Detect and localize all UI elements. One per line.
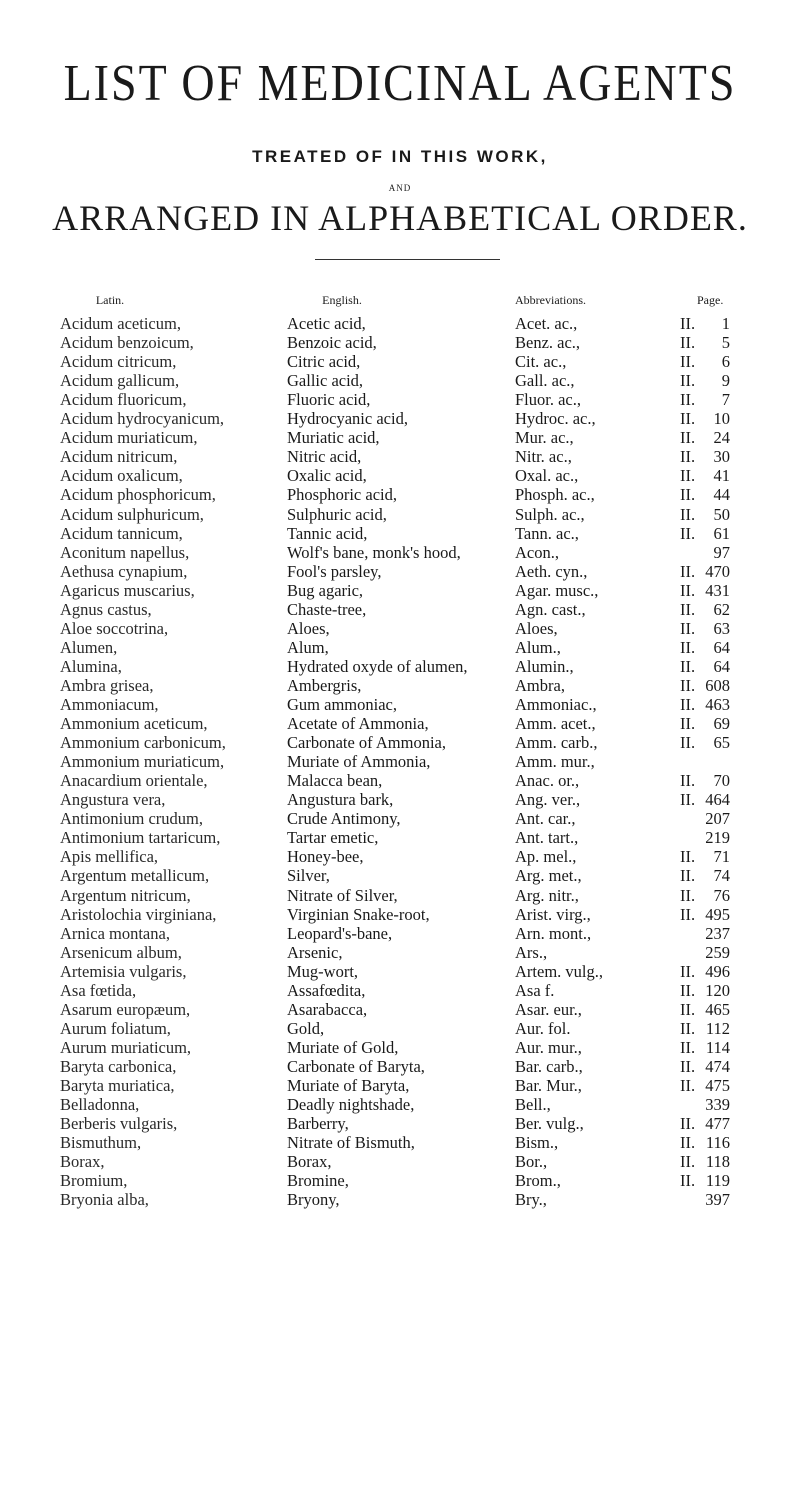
page-number: 119	[705, 1171, 730, 1191]
abbreviation: Gall. ac.,	[515, 371, 575, 391]
volume: II.	[680, 428, 696, 448]
page-number: 259	[705, 942, 730, 962]
table-row	[0, 600, 800, 620]
volume: II.	[680, 675, 696, 695]
page-number: 114	[705, 1037, 730, 1057]
latin-name: Acidum phosphoricum,	[60, 485, 216, 505]
page-number: 431	[705, 580, 730, 600]
latin-name: Argentum nitricum,	[60, 885, 191, 905]
volume: II.	[680, 904, 696, 924]
latin-name: Agaricus muscarius,	[60, 580, 195, 600]
page-title: LIST OF MEDICINAL AGENTS	[63, 53, 737, 111]
latin-name: Acidum muriaticum,	[60, 428, 198, 448]
english-name: Acetic acid,	[287, 314, 366, 333]
page-number: 120	[705, 980, 730, 1000]
english-name: Borax,	[287, 1152, 332, 1172]
latin-name: Acidum hydrocyanicum,	[60, 409, 225, 429]
latin-name: Alumen,	[60, 637, 118, 657]
table-row	[0, 1152, 800, 1172]
table-row	[0, 905, 800, 925]
latin-name: Acidum oxalicum,	[60, 466, 183, 486]
table-row	[0, 1133, 800, 1153]
english-name: Hydrocyanic acid,	[287, 409, 408, 429]
abbreviation: Oxal. ac.,	[515, 466, 579, 486]
page-number: 207	[705, 809, 730, 829]
table-row	[0, 447, 800, 467]
page-number: 477	[705, 1114, 730, 1134]
volume: II.	[680, 1037, 696, 1057]
abbreviation: Ant. car.,	[515, 809, 576, 829]
english-name: Bromine,	[287, 1171, 349, 1191]
latin-name: Belladonna,	[60, 1095, 140, 1115]
abbreviation: Aeth. cyn.,	[515, 561, 588, 581]
abbreviation: Agar. musc.,	[515, 580, 599, 600]
table-row	[0, 943, 800, 963]
table-row	[0, 657, 800, 677]
latin-name: Acidum sulphuricum,	[60, 504, 204, 524]
abbreviation: Arg. nitr.,	[515, 885, 579, 905]
table-row	[0, 485, 800, 505]
english-name: Ambergris,	[287, 675, 362, 695]
table-row	[0, 733, 800, 753]
english-name: Carbonate of Baryta,	[287, 1056, 425, 1076]
english-name: Aloes,	[287, 618, 330, 638]
volume: II.	[680, 847, 696, 867]
latin-name: Antimonium crudum,	[60, 809, 203, 829]
english-name: Fool's parsley,	[287, 561, 382, 581]
volume: II.	[680, 1076, 696, 1095]
english-name: Nitrate of Silver,	[287, 885, 398, 905]
english-name: Assafœdita,	[287, 980, 366, 1000]
english-name: Gallic acid,	[287, 371, 364, 391]
abbreviation: Asa f.	[515, 980, 555, 1000]
page-number: 97	[713, 542, 730, 562]
abbreviation: Ambra,	[515, 675, 565, 695]
abbreviation: Alum.,	[515, 637, 561, 657]
abbreviation: Hydroc. ac.,	[515, 409, 596, 429]
english-name: Asarabacca,	[287, 999, 368, 1019]
volume: II.	[680, 790, 696, 810]
latin-name: Acidum aceticum,	[60, 314, 181, 333]
abbreviation: Mur. ac.,	[515, 428, 574, 448]
latin-name: Aethusa cynapium,	[60, 561, 188, 581]
abbreviation: Nitr. ac.,	[515, 447, 572, 467]
abbreviation: Tann. ac.,	[515, 523, 579, 543]
abbreviation: Ber. vulg.,	[515, 1114, 584, 1134]
volume: II.	[680, 371, 696, 391]
volume: II.	[680, 1171, 696, 1191]
page-number: 64	[713, 637, 730, 657]
english-name: Crude Antimony,	[287, 809, 401, 829]
latin-name: Bromium,	[60, 1171, 128, 1191]
latin-name: Ammonium muriaticum,	[60, 752, 225, 772]
page-number: 465	[705, 999, 730, 1019]
abbreviation: Artem. vulg.,	[515, 961, 603, 981]
page-number: 6	[721, 352, 730, 372]
table-row	[0, 1190, 800, 1210]
latin-name: Acidum gallicum,	[60, 371, 180, 391]
abbreviation: Arist. virg.,	[515, 904, 591, 924]
table-row	[0, 847, 800, 867]
abbreviation: Fluor. ac.,	[515, 390, 581, 410]
page-number: 237	[705, 923, 730, 943]
latin-name: Arnica montana,	[60, 923, 170, 943]
abbreviation: Bell.,	[515, 1095, 551, 1115]
abbreviation: Acet. ac.,	[515, 314, 578, 333]
english-name: Carbonate of Ammonia,	[287, 733, 447, 753]
volume: II.	[680, 695, 696, 714]
latin-name: Bismuthum,	[60, 1133, 142, 1153]
latin-name: Baryta muriatica,	[60, 1076, 175, 1095]
english-name: Wolf's bane, monk's hood,	[287, 542, 461, 562]
table-row	[0, 390, 800, 410]
table-row	[0, 333, 800, 353]
volume: II.	[680, 866, 696, 886]
abbreviation: Ars.,	[515, 942, 548, 962]
page-number: 1	[721, 314, 730, 333]
volume: II.	[680, 714, 696, 734]
page-number: 44	[713, 485, 730, 505]
table-row	[0, 695, 800, 715]
table-row	[0, 505, 800, 525]
english-name: Arsenic,	[287, 942, 343, 962]
latin-name: Acidum citricum,	[60, 352, 177, 372]
table-row	[0, 352, 800, 372]
abbreviation: Benz. ac.,	[515, 333, 581, 353]
english-name: Honey-bee,	[287, 847, 364, 867]
abbreviation: Bar. Mur.,	[515, 1076, 582, 1095]
volume: II.	[680, 466, 696, 486]
volume: II.	[680, 504, 696, 524]
latin-name: Argentum metallicum,	[60, 866, 210, 886]
english-name: Gold,	[287, 1018, 325, 1038]
table-row	[0, 676, 800, 696]
page-number: 112	[705, 1018, 730, 1038]
page-number: 463	[705, 695, 730, 714]
page-number: 118	[705, 1152, 730, 1172]
page-number: 7	[721, 390, 730, 410]
volume: II.	[680, 599, 696, 619]
latin-name: Ammonium carbonicum,	[60, 733, 226, 753]
table-row	[0, 638, 800, 658]
page-number: 608	[705, 675, 730, 695]
latin-name: Asarum europæum,	[60, 999, 191, 1019]
english-name: Virginian Snake-root,	[287, 904, 430, 924]
page-number: 470	[705, 561, 730, 581]
abbreviation: Amm. acet.,	[515, 714, 596, 734]
english-name: Deadly nightshade,	[287, 1095, 415, 1115]
latin-name: Artemisia vulgaris,	[60, 961, 187, 981]
volume: II.	[680, 580, 696, 600]
table-row	[0, 752, 800, 772]
latin-name: Asa fœtida,	[60, 980, 137, 1000]
volume: II.	[680, 447, 696, 467]
abbreviation: Cit. ac.,	[515, 352, 567, 372]
english-name: Oxalic acid,	[287, 466, 367, 486]
page-number: 496	[705, 961, 730, 981]
volume: II.	[680, 314, 696, 333]
latin-name: Bryonia alba,	[60, 1190, 149, 1210]
title-rule	[315, 259, 500, 260]
abbreviation: Amm. carb.,	[515, 733, 598, 753]
latin-name: Acidum nitricum,	[60, 447, 178, 467]
table-row	[0, 371, 800, 391]
page-number: 495	[705, 904, 730, 924]
latin-name: Aconitum napellus,	[60, 542, 190, 562]
latin-name: Ammonium aceticum,	[60, 714, 208, 734]
table-row	[0, 1076, 800, 1096]
page-number: 65	[713, 733, 730, 753]
volume: II.	[680, 1133, 696, 1153]
table-row	[0, 1114, 800, 1134]
table-row	[0, 866, 800, 886]
page-number: 474	[705, 1056, 730, 1076]
english-name: Benzoic acid,	[287, 333, 377, 353]
latin-name: Apis mellifica,	[60, 847, 159, 867]
table-row	[0, 619, 800, 639]
volume: II.	[680, 333, 696, 353]
abbreviation: Ang. ver.,	[515, 790, 581, 810]
latin-name: Aurum muriaticum,	[60, 1037, 192, 1057]
english-name: Chaste-tree,	[287, 599, 367, 619]
volume: II.	[680, 409, 696, 429]
volume: II.	[680, 523, 696, 543]
latin-name: Arsenicum album,	[60, 942, 182, 962]
english-name: Bryony,	[287, 1190, 340, 1210]
volume: II.	[680, 390, 696, 410]
latin-name: Acidum benzoicum,	[60, 333, 194, 353]
page-number: 24	[713, 428, 730, 448]
table-row	[0, 1038, 800, 1058]
latin-name: Baryta carbonica,	[60, 1056, 177, 1076]
abbreviation: Aur. fol.	[515, 1018, 571, 1038]
english-name: Muriate of Baryta,	[287, 1076, 410, 1095]
english-name: Bug agaric,	[287, 580, 364, 600]
latin-name: Angustura vera,	[60, 790, 166, 810]
volume: II.	[680, 485, 696, 505]
header-page: Page.	[697, 293, 724, 307]
abbreviation: Acon.,	[515, 542, 559, 562]
latin-name: Antimonium tartaricum,	[60, 828, 221, 848]
english-name: Fluoric acid,	[287, 390, 371, 410]
latin-name: Aurum foliatum,	[60, 1018, 171, 1038]
abbreviation: Aur. mur.,	[515, 1037, 582, 1057]
page-number: 339	[705, 1095, 730, 1115]
abbreviation: Bor.,	[515, 1152, 548, 1172]
english-name: Tannic acid,	[287, 523, 368, 543]
abbreviation: Arn. mont.,	[515, 923, 592, 943]
page-number: 64	[713, 656, 730, 676]
page-number: 10	[713, 409, 730, 429]
english-name: Hydrated oxyde of alumen,	[287, 656, 468, 676]
volume: II.	[680, 1152, 696, 1172]
table-row	[0, 828, 800, 848]
abbreviation: Agn. cast.,	[515, 599, 586, 619]
abbreviation: Phosph. ac.,	[515, 485, 595, 505]
abbreviation: Bar. carb.,	[515, 1056, 583, 1076]
volume: II.	[680, 885, 696, 905]
page-number: 397	[705, 1190, 730, 1210]
english-name: Sulphuric acid,	[287, 504, 387, 524]
english-name: Leopard's-bane,	[287, 923, 393, 943]
english-name: Gum ammoniac,	[287, 695, 397, 714]
abbreviation: Ant. tart.,	[515, 828, 579, 848]
header-abbreviations: Abbreviations.	[515, 293, 586, 307]
page-number: 5	[721, 333, 730, 353]
table-row	[0, 771, 800, 791]
volume: II.	[680, 656, 696, 676]
table-row	[0, 981, 800, 1001]
english-name: Muriate of Ammonia,	[287, 752, 431, 772]
english-name: Acetate of Ammonia,	[287, 714, 429, 734]
abbreviation: Arg. met.,	[515, 866, 582, 886]
page-number: 74	[713, 866, 730, 886]
volume: II.	[680, 1056, 696, 1076]
volume: II.	[680, 1018, 696, 1038]
abbreviation: Aloes,	[515, 618, 558, 638]
table-row	[0, 543, 800, 563]
volume: II.	[680, 771, 696, 791]
volume: II.	[680, 961, 696, 981]
abbreviation: Amm. mur.,	[515, 752, 595, 772]
volume: II.	[680, 733, 696, 753]
english-name: Phosphoric acid,	[287, 485, 397, 505]
page-number: 41	[713, 466, 730, 486]
page-number: 71	[713, 847, 730, 867]
latin-name: Ambra grisea,	[60, 675, 154, 695]
english-name: Silver,	[287, 866, 330, 886]
latin-name: Berberis vulgaris,	[60, 1114, 178, 1134]
table-row	[0, 409, 800, 429]
table-row	[0, 1019, 800, 1039]
page-number: 61	[713, 523, 730, 543]
volume: II.	[680, 637, 696, 657]
english-name: Malacca bean,	[287, 771, 383, 791]
table-row	[0, 1000, 800, 1020]
table-row	[0, 562, 800, 582]
english-name: Citric acid,	[287, 352, 361, 372]
table-row	[0, 714, 800, 734]
latin-name: Aloe soccotrina,	[60, 618, 169, 638]
english-name: Barberry,	[287, 1114, 349, 1134]
volume: II.	[680, 352, 696, 372]
latin-name: Borax,	[60, 1152, 105, 1172]
abbreviation: Anac. or.,	[515, 771, 580, 791]
abbreviation: Sulph. ac.,	[515, 504, 585, 524]
table-row	[0, 962, 800, 982]
latin-name: Aristolochia virginiana,	[60, 904, 217, 924]
english-name: Mug-wort,	[287, 961, 359, 981]
table-row	[0, 314, 800, 334]
english-name: Angustura bark,	[287, 790, 394, 810]
abbreviation: Brom.,	[515, 1171, 561, 1191]
english-name: Tartar emetic,	[287, 828, 379, 848]
page-number: 50	[713, 504, 730, 524]
header-english: English.	[322, 293, 362, 307]
page-number: 62	[713, 599, 730, 619]
table-row	[0, 924, 800, 944]
page-number: 63	[713, 618, 730, 638]
table-row	[0, 466, 800, 486]
latin-name: Alumina,	[60, 656, 122, 676]
page-number: 219	[705, 828, 730, 848]
page-subtitle: TREATED OF IN THIS WORK,	[252, 147, 548, 166]
page-number: 69	[713, 714, 730, 734]
page-number: 9	[721, 371, 730, 391]
page-number: 464	[705, 790, 730, 810]
page-number: 116	[705, 1133, 730, 1153]
table-row	[0, 428, 800, 448]
table-row	[0, 581, 800, 601]
table-row	[0, 1171, 800, 1191]
volume: II.	[680, 561, 696, 581]
header-latin: Latin.	[95, 293, 125, 307]
volume: II.	[680, 980, 696, 1000]
table-row	[0, 886, 800, 906]
table-row	[0, 524, 800, 544]
english-name: Alum,	[287, 637, 329, 657]
abbreviation: Alumin.,	[515, 656, 574, 676]
abbreviation: Asar. eur.,	[515, 999, 582, 1019]
table-row	[0, 790, 800, 810]
volume: II.	[680, 618, 696, 638]
latin-name: Agnus castus,	[60, 599, 152, 619]
latin-name: Acidum tannicum,	[60, 523, 183, 543]
table-header	[0, 293, 800, 313]
abbreviation: Ammoniac.,	[515, 695, 597, 714]
english-name: Muriatic acid,	[287, 428, 380, 448]
page-number: 70	[713, 771, 730, 791]
page-number: 30	[713, 447, 730, 467]
abbreviation: Ap. mel.,	[515, 847, 577, 867]
english-name: Nitrate of Bismuth,	[287, 1133, 415, 1153]
table-row	[0, 809, 800, 829]
page-subtitle-2: ARRANGED IN ALPHABETICAL ORDER.	[52, 198, 748, 238]
abbreviation: Bry.,	[515, 1190, 547, 1210]
page-number: 76	[713, 885, 730, 905]
volume: II.	[680, 999, 696, 1019]
latin-name: Anacardium orientale,	[60, 771, 208, 791]
abbreviation: Bism.,	[515, 1133, 559, 1153]
latin-name: Acidum fluoricum,	[60, 390, 187, 410]
latin-name: Ammoniacum,	[60, 695, 159, 714]
english-name: Muriate of Gold,	[287, 1037, 399, 1057]
table-row	[0, 1057, 800, 1077]
conjunction: AND	[388, 183, 412, 193]
page-number: 475	[705, 1076, 730, 1095]
english-name: Nitric acid,	[287, 447, 362, 467]
volume: II.	[680, 1114, 696, 1134]
table-row	[0, 1095, 800, 1115]
